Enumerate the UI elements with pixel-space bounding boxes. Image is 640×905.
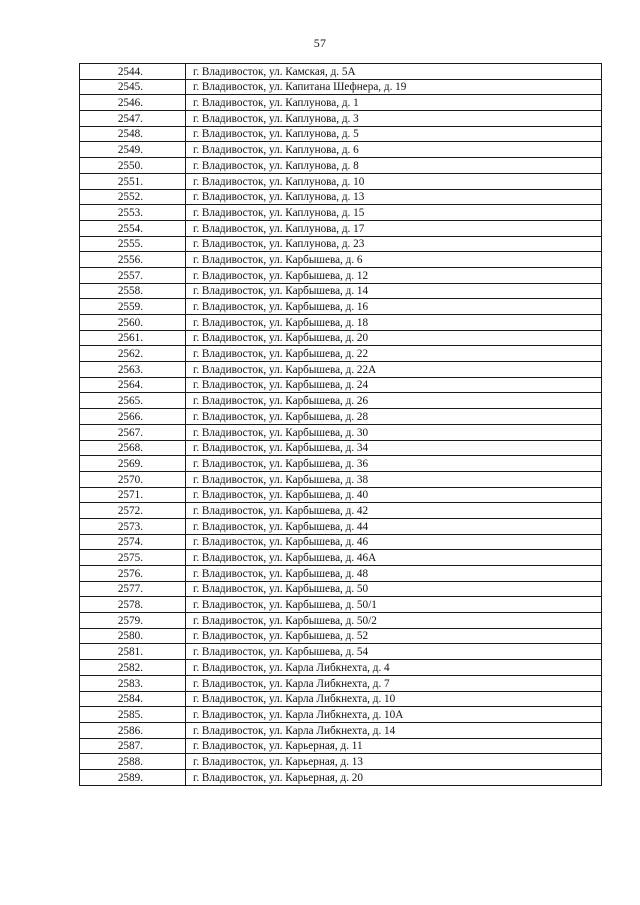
- row-address: г. Владивосток, ул. Карбышева, д. 20: [186, 330, 602, 346]
- table-row: [80, 550, 602, 566]
- table-row: [80, 220, 602, 236]
- row-address: г. Владивосток, ул. Карбышева, д. 28: [186, 409, 602, 425]
- row-number: 2578.: [80, 597, 186, 613]
- row-number: 2587.: [80, 738, 186, 754]
- table-row: [80, 252, 602, 268]
- row-number: 2560.: [80, 315, 186, 331]
- row-address: г. Владивосток, ул. Карбышева, д. 14: [186, 283, 602, 299]
- row-number: 2564.: [80, 377, 186, 393]
- row-number: 2557.: [80, 267, 186, 283]
- table-row: [80, 79, 602, 95]
- table-row: [80, 534, 602, 550]
- row-number: 2576.: [80, 566, 186, 582]
- row-number: 2566.: [80, 409, 186, 425]
- row-number: 2547.: [80, 111, 186, 127]
- row-number: 2575.: [80, 550, 186, 566]
- row-address: г. Владивосток, ул. Карбышева, д. 12: [186, 267, 602, 283]
- row-address: г. Владивосток, ул. Каплунова, д. 1: [186, 95, 602, 111]
- row-address: г. Владивосток, ул. Каплунова, д. 15: [186, 205, 602, 221]
- table-row: [80, 691, 602, 707]
- row-address: г. Владивосток, ул. Каплунова, д. 5: [186, 126, 602, 142]
- row-address: г. Владивосток, ул. Карбышева, д. 34: [186, 440, 602, 456]
- table-row: [80, 644, 602, 660]
- table-row: [80, 424, 602, 440]
- row-address: г. Владивосток, ул. Карбышева, д. 50: [186, 581, 602, 597]
- row-number: 2583.: [80, 675, 186, 691]
- table-row: [80, 299, 602, 315]
- table-row: [80, 487, 602, 503]
- row-address: г. Владивосток, ул. Каплунова, д. 23: [186, 236, 602, 252]
- row-address: г. Владивосток, ул. Карбышева, д. 50/1: [186, 597, 602, 613]
- row-address: г. Владивосток, ул. Каплунова, д. 6: [186, 142, 602, 158]
- table-row: [80, 205, 602, 221]
- row-address: г. Владивосток, ул. Каплунова, д. 3: [186, 111, 602, 127]
- row-address: г. Владивосток, ул. Капитана Шефнера, д. 19: [186, 79, 602, 95]
- row-address: г. Владивосток, ул. Карла Либкнехта, д. 4: [186, 660, 602, 676]
- table-row: [80, 581, 602, 597]
- table-row: [80, 738, 602, 754]
- row-number: 2570.: [80, 471, 186, 487]
- table-row: [80, 346, 602, 362]
- row-address: г. Владивосток, ул. Карла Либкнехта, д. 10: [186, 691, 602, 707]
- table-row: [80, 660, 602, 676]
- row-address: г. Владивосток, ул. Карбышева, д. 22А: [186, 362, 602, 378]
- row-number: 2571.: [80, 487, 186, 503]
- table-row: [80, 707, 602, 723]
- row-address: г. Владивосток, ул. Карьерная, д. 11: [186, 738, 602, 754]
- table-row: [80, 675, 602, 691]
- table-row: [80, 142, 602, 158]
- row-address: г. Владивосток, ул. Карбышева, д. 52: [186, 628, 602, 644]
- table-row: [80, 173, 602, 189]
- table-row: [80, 330, 602, 346]
- row-address: г. Владивосток, ул. Карьерная, д. 20: [186, 769, 602, 785]
- row-number: 2579.: [80, 613, 186, 629]
- row-address: г. Владивосток, ул. Карбышева, д. 46А: [186, 550, 602, 566]
- row-number: 2573.: [80, 518, 186, 534]
- row-address: г. Владивосток, ул. Карбышева, д. 40: [186, 487, 602, 503]
- row-address: г. Владивосток, ул. Карбышева, д. 18: [186, 315, 602, 331]
- row-number: 2546.: [80, 95, 186, 111]
- address-table: [79, 63, 602, 786]
- table-row: [80, 613, 602, 629]
- table-row: [80, 722, 602, 738]
- table-row: [80, 597, 602, 613]
- table-row: [80, 409, 602, 425]
- row-number: 2586.: [80, 722, 186, 738]
- table-row: [80, 315, 602, 331]
- row-number: 2567.: [80, 424, 186, 440]
- table-row: [80, 111, 602, 127]
- table-row: [80, 628, 602, 644]
- row-address: г. Владивосток, ул. Каплунова, д. 10: [186, 173, 602, 189]
- table-row: [80, 440, 602, 456]
- table-row: [80, 393, 602, 409]
- table-row: [80, 189, 602, 205]
- row-address: г. Владивосток, ул. Карбышева, д. 38: [186, 471, 602, 487]
- row-number: 2561.: [80, 330, 186, 346]
- row-number: 2574.: [80, 534, 186, 550]
- row-address: г. Владивосток, ул. Карбышева, д. 50/2: [186, 613, 602, 629]
- row-number: 2588.: [80, 754, 186, 770]
- row-address: г. Владивосток, ул. Карбышева, д. 54: [186, 644, 602, 660]
- row-address: г. Владивосток, ул. Каплунова, д. 17: [186, 220, 602, 236]
- row-number: 2581.: [80, 644, 186, 660]
- row-address: г. Владивосток, ул. Карбышева, д. 36: [186, 456, 602, 472]
- row-address: г. Владивосток, ул. Карла Либкнехта, д. 14: [186, 722, 602, 738]
- row-number: 2577.: [80, 581, 186, 597]
- table-row: [80, 518, 602, 534]
- row-number: 2585.: [80, 707, 186, 723]
- table-row: [80, 566, 602, 582]
- row-number: 2589.: [80, 769, 186, 785]
- row-number: 2565.: [80, 393, 186, 409]
- row-number: 2559.: [80, 299, 186, 315]
- row-address: г. Владивосток, ул. Карбышева, д. 48: [186, 566, 602, 582]
- table-row: [80, 267, 602, 283]
- table-row: [80, 456, 602, 472]
- row-address: г. Владивосток, ул. Карбышева, д. 22: [186, 346, 602, 362]
- row-address: г. Владивосток, ул. Карбышева, д. 16: [186, 299, 602, 315]
- table-row: [80, 754, 602, 770]
- row-number: 2549.: [80, 142, 186, 158]
- row-address: г. Владивосток, ул. Каплунова, д. 13: [186, 189, 602, 205]
- table-row: [80, 283, 602, 299]
- table-row: [80, 503, 602, 519]
- row-number: 2544.: [80, 64, 186, 80]
- row-address: г. Владивосток, ул. Карла Либкнехта, д. 7: [186, 675, 602, 691]
- table-row: [80, 471, 602, 487]
- row-address: г. Владивосток, ул. Карбышева, д. 24: [186, 377, 602, 393]
- row-number: 2551.: [80, 173, 186, 189]
- row-address: г. Владивосток, ул. Карбышева, д. 46: [186, 534, 602, 550]
- table-row: [80, 158, 602, 174]
- table-row: [80, 95, 602, 111]
- table-row: [80, 64, 602, 80]
- row-number: 2568.: [80, 440, 186, 456]
- row-number: 2558.: [80, 283, 186, 299]
- row-number: 2552.: [80, 189, 186, 205]
- row-address: г. Владивосток, ул. Карбышева, д. 6: [186, 252, 602, 268]
- table-row: [80, 126, 602, 142]
- row-number: 2580.: [80, 628, 186, 644]
- row-number: 2572.: [80, 503, 186, 519]
- page-number: 57: [313, 36, 327, 50]
- row-address: г. Владивосток, ул. Карбышева, д. 26: [186, 393, 602, 409]
- row-address: г. Владивосток, ул. Карбышева, д. 44: [186, 518, 602, 534]
- table-row: [80, 769, 602, 785]
- row-number: 2582.: [80, 660, 186, 676]
- table-row: [80, 377, 602, 393]
- row-number: 2545.: [80, 79, 186, 95]
- row-address: г. Владивосток, ул. Карла Либкнехта, д. 10А: [186, 707, 602, 723]
- row-number: 2548.: [80, 126, 186, 142]
- table-row: [80, 362, 602, 378]
- row-address: г. Владивосток, ул. Каплунова, д. 8: [186, 158, 602, 174]
- row-number: 2569.: [80, 456, 186, 472]
- row-number: 2555.: [80, 236, 186, 252]
- row-number: 2563.: [80, 362, 186, 378]
- address-table-body: [80, 64, 602, 786]
- row-number: 2562.: [80, 346, 186, 362]
- row-number: 2550.: [80, 158, 186, 174]
- row-address: г. Владивосток, ул. Карбышева, д. 42: [186, 503, 602, 519]
- row-address: г. Владивосток, ул. Камская, д. 5А: [186, 64, 602, 80]
- row-address: г. Владивосток, ул. Карбышева, д. 30: [186, 424, 602, 440]
- row-number: 2553.: [80, 205, 186, 221]
- row-address: г. Владивосток, ул. Карьерная, д. 13: [186, 754, 602, 770]
- row-number: 2556.: [80, 252, 186, 268]
- table-row: [80, 236, 602, 252]
- row-number: 2554.: [80, 220, 186, 236]
- row-number: 2584.: [80, 691, 186, 707]
